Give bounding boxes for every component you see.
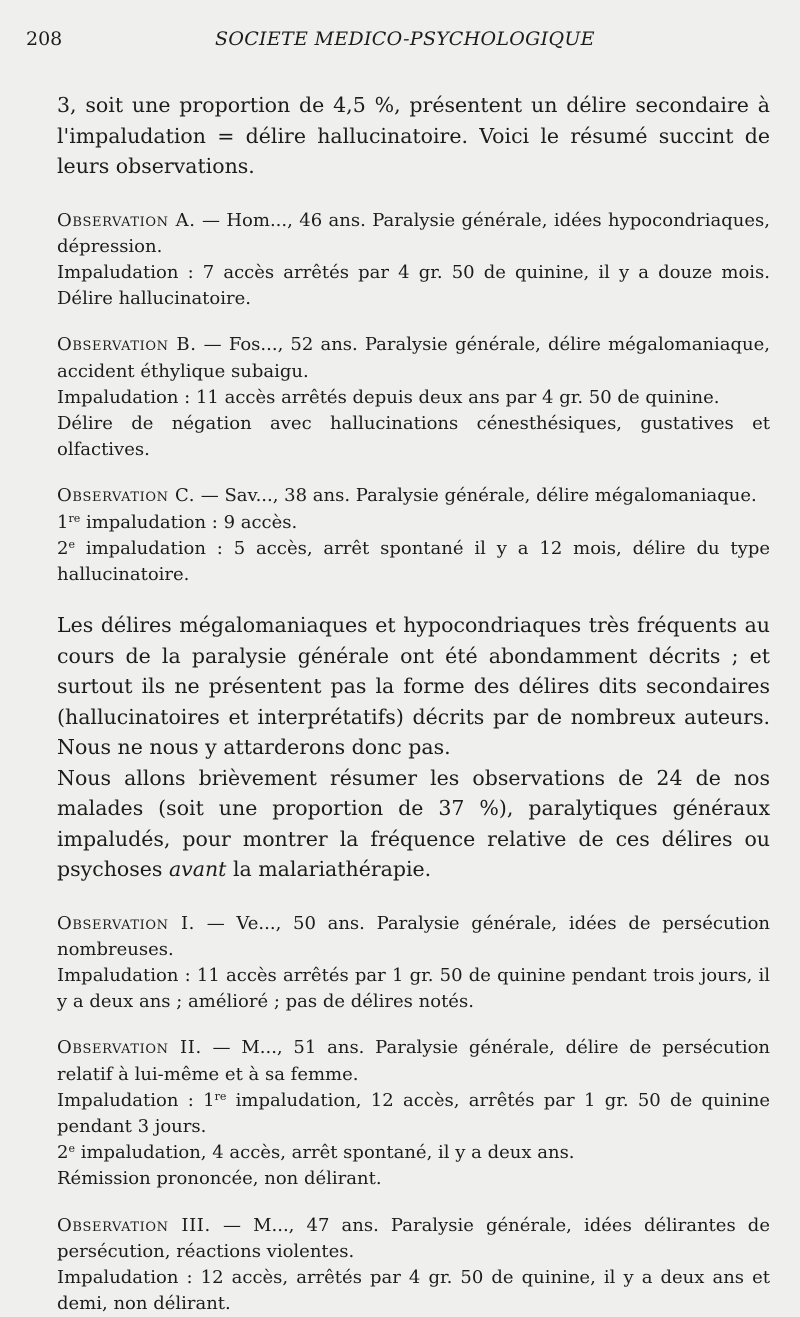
observation-text: impaludation, 4 accès, arrêt spontané, il y a deux ans.	[74, 1142, 575, 1164]
observation-text: — M..., 51 ans. Paralysie générale, délire de persécution relatif à lui-même et à sa femme.	[57, 1037, 770, 1085]
intro-paragraph: 3, soit une proportion de 4,5 %, présentent un délire secondaire à l'impaludation = délire hallucinatoire. Voici le résumé succint de leurs observations.	[57, 93, 770, 178]
observation-3	[57, 1213, 770, 1317]
observation-text: Impaludation : 12 accès, arrêtés par 4 gr. 50 de quinine, il y a deux ans et demi, non délirant.	[57, 1267, 770, 1315]
observation-text: impaludation : 9 accès.	[80, 511, 298, 533]
observation-label: Observation A.	[57, 209, 196, 231]
observation-text: — Ve..., 50 ans. Paralysie générale, idées de persécution nombreuses.	[57, 912, 771, 960]
observation-text: impaludation : 5 accès, arrêt spontané il y a 12 mois, délire du type hallucinatoire.	[57, 537, 770, 585]
ordinal-number: 1	[57, 511, 69, 533]
body-paragraph	[57, 763, 770, 885]
observation-text: impaludation, 12 accès, arrêtés par 1 gr. 50 de quinine pendant 3 jours.	[57, 1089, 770, 1138]
body-paragraph: Les délires mégalomaniaques et hypocondriaques très fréquents au cours de la paralysie générale ont été abondamment décrits ; et surtout ils ne présentent pas la forme des délires dits secondaires (hallucinatoires et interprétatifs) décrits par de nombreux auteurs. Nous ne nous y attarderons donc pas.	[57, 613, 770, 760]
observation-label: Observation I.	[57, 912, 195, 934]
observation-text: Impaludation : 1	[57, 1089, 215, 1111]
observation-2	[57, 1035, 770, 1192]
observation-text: Rémission prononcée, non délirant.	[57, 1168, 382, 1190]
observation-c	[57, 483, 770, 588]
observation-b	[57, 332, 770, 463]
observation-a	[57, 208, 770, 313]
body-text: Nous allons brièvement résumer les observations de 24 de nos malades (soit une proportion de 37 %), paralytiques généraux impaludés, pour montrer la fréquence relative de ces délires ou psychoses	[57, 765, 770, 882]
ordinal-suffix: e	[68, 537, 75, 551]
page-number: 208	[26, 28, 63, 50]
ordinal-suffix: e	[68, 1142, 75, 1156]
observation-text: — M..., 47 ans. Paralysie générale, idées délirantes de persécution, réactions violentes.	[57, 1214, 770, 1262]
observation-1	[57, 911, 770, 1016]
ordinal-suffix: re	[68, 511, 81, 525]
observation-text: — Fos..., 52 ans. Paralysie générale, délire mégalomaniaque, accident éthylique subaigu.	[57, 334, 771, 382]
emphasis-text: avant	[168, 857, 227, 882]
ordinal-number: 2	[57, 1142, 69, 1164]
observation-label: Observation C.	[57, 485, 196, 507]
observation-text: Impaludation : 11 accès arrêtés depuis deux ans par 4 gr. 50 de quinine.	[57, 386, 720, 408]
ordinal-suffix: re	[214, 1089, 227, 1103]
observation-label: Observation B.	[57, 334, 197, 356]
observation-label: Observation III.	[57, 1214, 211, 1236]
page-header	[26, 28, 770, 58]
observation-text: Impaludation : 7 accès arrêtés par 4 gr. 50 de quinine, il y a douze mois. Délire hallucinatoire.	[57, 261, 770, 310]
running-head: SOCIETE MEDICO-PSYCHOLOGIQUE	[215, 28, 595, 50]
observation-text: — Sav..., 38 ans. Paralysie générale, délire mégalomaniaque.	[195, 485, 757, 507]
observation-text: Délire de négation avec hallucinations cénesthésiques, gustatives et olfactives.	[57, 412, 770, 461]
observation-label: Observation II.	[57, 1037, 202, 1059]
ordinal-number: 2	[57, 537, 69, 559]
observation-text: — Hom..., 46 ans. Paralysie générale, idées hypocondriaques, dépression.	[57, 209, 770, 257]
observation-text: Impaludation : 11 accès arrêtés par 1 gr. 50 de quinine pendant trois jours, il y a deux ans ; amélioré ; pas de délires notés.	[57, 965, 770, 1013]
body-text: la malariathérapie.	[226, 857, 432, 882]
